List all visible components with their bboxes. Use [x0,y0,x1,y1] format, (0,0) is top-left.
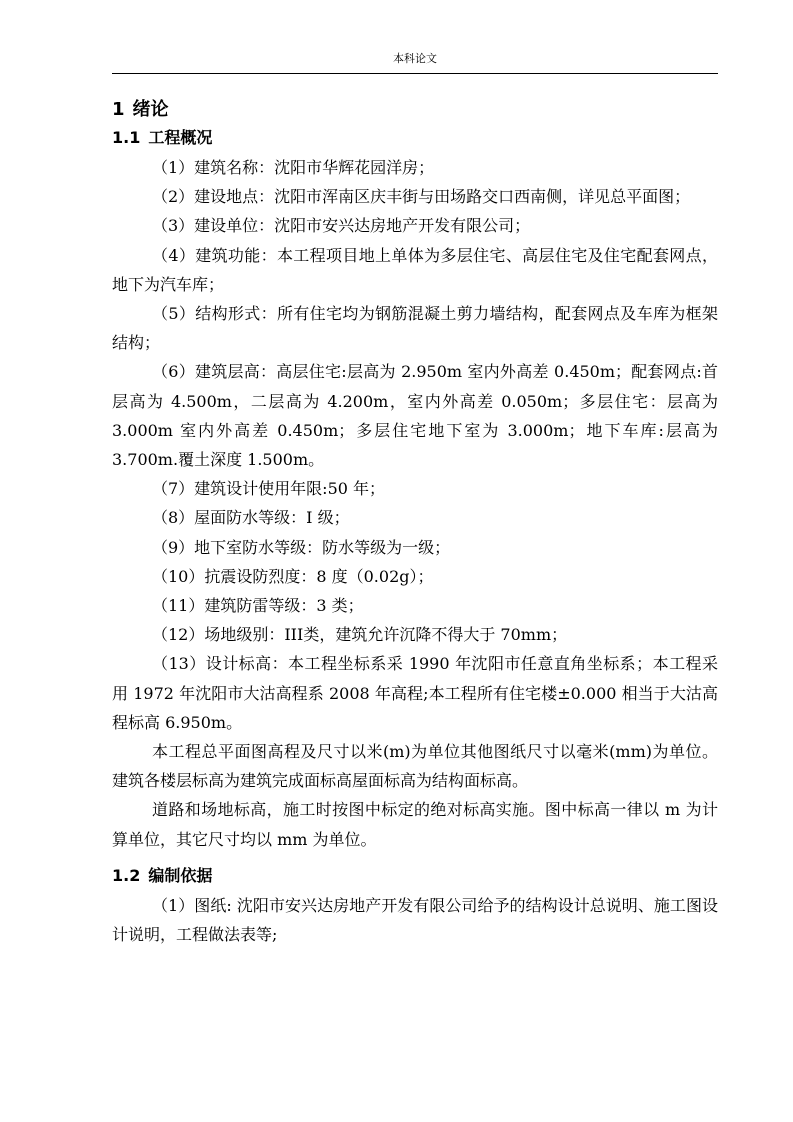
section-number: 1.2 [112,865,141,885]
header-rule [112,73,718,74]
paragraph-4: （4）建筑功能：本工程项目地上单体为多层住宅、高层住宅及住宅配套网点，地下为汽车库； [112,245,718,294]
document-body [112,96,718,949]
paragraph-6: （6）建筑层高：高层住宅:层高为 2.950m 室内外高差 0.450m；配套网点:首层高为 4.500m，二层高为 4.200m，室内外高差 0.050m；多层住宅：层高为 3.000m 室内外高差 0.450m；多层住宅地下室为 3.000m；地下车库:层高为 3.700m.覆土深度 1.500m。 [112,362,718,470]
section-number: 1.1 [112,128,141,147]
paragraph-2: （2）建设地点：沈阳市浑南区庆丰街与田场路交口西南侧，详见总平面图； [152,187,691,207]
paragraph-7: （7）建筑设计使用年限:50 年； [152,479,386,499]
paragraph-8: （8）屋面防水等级：I 级； [152,508,350,528]
section-title: 编制依据 [148,865,213,885]
paragraph-12: （12）场地级别：III类，建筑允许沉降不得大于 70mm； [152,625,568,645]
section-heading-1-1 [112,124,718,153]
paragraph-9: （9）地下室防水等级：防水等级为一级； [152,537,451,557]
paragraph-13: （13）设计标高：本工程坐标系采 1990 年沈阳市任意直角坐标系；本工程采用 1972 年沈阳市大沽高程系 2008 年高程;本工程所有住宅楼±0.000 相当于大沽高程标高 6.950m。 [112,654,718,732]
header-title: 本科论文 [393,52,437,65]
chapter-title: 绪论 [132,99,169,120]
paragraph-3: （3）建设单位：沈阳市安兴达房地产开发有限公司； [152,216,531,236]
paragraph-11: （11）建筑防雷等级：3 类； [152,596,364,616]
section-heading-1-2 [112,862,718,891]
chapter-heading [112,96,718,124]
section-title: 工程概况 [148,128,213,147]
paragraph-1: （1）建筑名称：沈阳市华辉花园洋房； [152,158,435,177]
chapter-number: 1 [112,99,125,120]
paragraph-basis-1: （1）图纸: 沈阳市安兴达房地产开发有限公司给予的结构设计总说明、施工图设计说明，工程做法表等; [112,895,718,945]
page-header [112,52,718,66]
paragraph-elevation: 道路和场地标高，施工时按图中标定的绝对标高实施。图中标高一律以 m 为计算单位，其它尺寸均以 mm 为单位。 [112,800,718,849]
paragraph-units: 本工程总平面图高程及尺寸以米(m)为单位其他图纸尺寸以毫米(mm)为单位。建筑各楼层标高为建筑完成面标高屋面标高为结构面标高。 [112,742,718,791]
paragraph-5: （5）结构形式：所有住宅均为钢筋混凝土剪力墙结构，配套网点及车库为框架结构； [112,304,718,353]
paragraph-10: （10）抗震设防烈度：8 度（0.02g）； [152,566,434,586]
